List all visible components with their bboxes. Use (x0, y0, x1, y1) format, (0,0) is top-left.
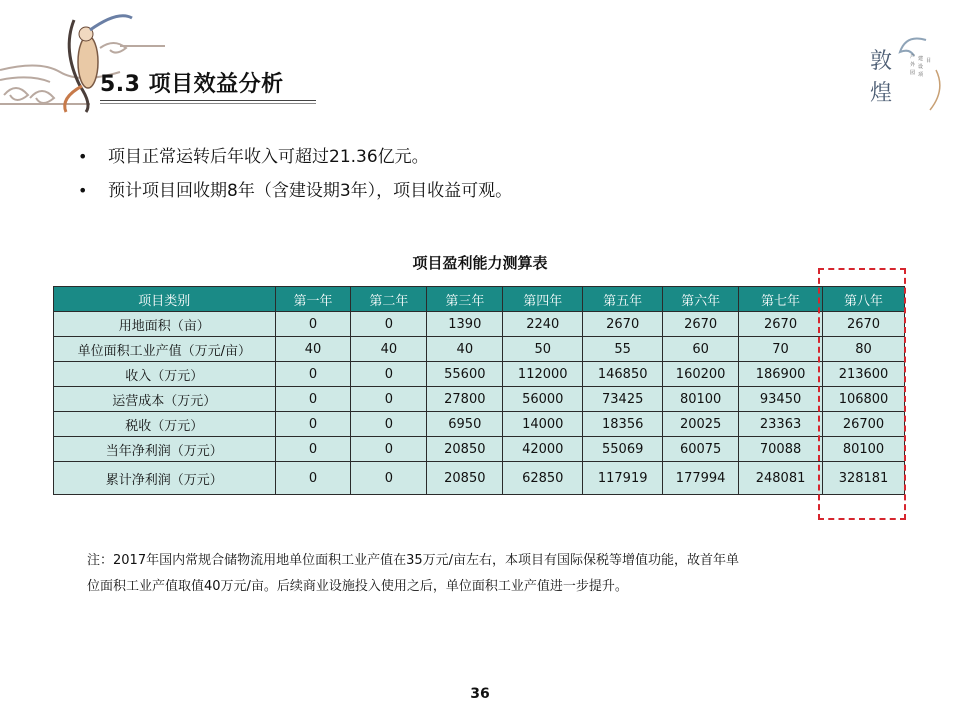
table-cell: 328181 (823, 462, 905, 495)
table-cell: 40 (351, 337, 427, 362)
table-cell: 14000 (503, 412, 583, 437)
footnote (87, 548, 887, 600)
svg-text:敦: 敦 (870, 49, 893, 74)
table-header-row (54, 287, 905, 312)
table-cell: 1390 (427, 312, 503, 337)
table-cell: 0 (351, 437, 427, 462)
table-cell: 6950 (427, 412, 503, 437)
column-header: 项目类别 (54, 287, 276, 312)
row-label: 累计净利润（万元） (54, 462, 276, 495)
bullet-list (78, 140, 512, 208)
column-header: 第八年 (823, 287, 905, 312)
table-cell: 248081 (739, 462, 823, 495)
table-cell: 70 (739, 337, 823, 362)
table-cell: 0 (275, 412, 351, 437)
table-cell: 80 (823, 337, 905, 362)
table-cell: 186900 (739, 362, 823, 387)
column-header: 第六年 (663, 287, 739, 312)
table-cell: 0 (351, 362, 427, 387)
table-cell: 50 (503, 337, 583, 362)
table-cell: 93450 (739, 387, 823, 412)
decorative-cloud-figure-icon (0, 0, 170, 120)
row-label: 运营成本（万元） (54, 387, 276, 412)
table-row (54, 387, 905, 412)
column-header: 第五年 (583, 287, 663, 312)
table-cell: 55 (583, 337, 663, 362)
table-cell: 60 (663, 337, 739, 362)
table-cell: 40 (275, 337, 351, 362)
column-header: 第一年 (275, 287, 351, 312)
bullet-dot-icon: • (78, 181, 88, 200)
logo-swirl-icon (866, 30, 946, 130)
table-cell: 146850 (583, 362, 663, 387)
bullet-dot-icon: • (78, 147, 88, 166)
table-cell: 2670 (663, 312, 739, 337)
table-cell: 20025 (663, 412, 739, 437)
table-cell: 27800 (427, 387, 503, 412)
table-cell: 62850 (503, 462, 583, 495)
table-cell: 0 (351, 412, 427, 437)
svg-text:项: 项 (918, 72, 924, 78)
row-label: 税收（万元） (54, 412, 276, 437)
table-row (54, 437, 905, 462)
table-cell: 23363 (739, 412, 823, 437)
page-title-text: 5.3 项目效益分析 (100, 72, 284, 97)
table-cell: 42000 (503, 437, 583, 462)
bullet-text: 项目正常运转后年收入可超过21.36亿元。 (108, 147, 429, 167)
table-cell: 0 (275, 312, 351, 337)
highlight-dashed-box (818, 268, 906, 520)
column-header: 第三年 (427, 287, 503, 312)
table-cell: 2240 (503, 312, 583, 337)
row-label: 收入（万元） (54, 362, 276, 387)
table-cell: 0 (351, 462, 427, 495)
table-cell: 55069 (583, 437, 663, 462)
table-row (54, 362, 905, 387)
row-label: 当年净利润（万元） (54, 437, 276, 462)
dunhuang-logo (866, 30, 946, 130)
table-title: 项目盈利能力测算表 (412, 254, 548, 272)
column-header: 第四年 (503, 287, 583, 312)
page-number: 36 (470, 686, 490, 702)
table-cell: 2670 (823, 312, 905, 337)
svg-text:煌: 煌 (870, 81, 893, 106)
table-cell: 20850 (427, 462, 503, 495)
column-header: 第二年 (351, 287, 427, 312)
table-cell: 0 (275, 387, 351, 412)
svg-text:户: 户 (910, 54, 916, 60)
profit-table (53, 286, 905, 495)
table-cell: 73425 (583, 387, 663, 412)
table-cell: 0 (351, 387, 427, 412)
row-label: 用地面积（亩） (54, 312, 276, 337)
table-cell: 80100 (823, 437, 905, 462)
table-cell: 0 (275, 437, 351, 462)
page-title (100, 62, 284, 102)
table-cell: 2670 (739, 312, 823, 337)
table-cell: 18356 (583, 412, 663, 437)
bullet-item (78, 140, 512, 174)
column-header: 第七年 (739, 287, 823, 312)
bullet-item (78, 174, 512, 208)
title-underline-secondary (100, 103, 316, 104)
table-cell: 213600 (823, 362, 905, 387)
footnote-line: 位面积工业产值取值40万元/亩。后续商业设施投入使用之后，单位面积工业产值进一步提升。 (87, 579, 628, 594)
table-cell: 80100 (663, 387, 739, 412)
table-row (54, 337, 905, 362)
table-cell: 160200 (663, 362, 739, 387)
table-cell: 0 (275, 462, 351, 495)
title-underline (100, 100, 316, 101)
bullet-text: 预计项目回收期8年（含建设期3年），项目收益可观。 (108, 181, 513, 201)
table-cell: 60075 (663, 437, 739, 462)
svg-text:设: 设 (918, 64, 924, 70)
table-cell: 20850 (427, 437, 503, 462)
table-cell: 0 (275, 362, 351, 387)
svg-text:园: 园 (910, 70, 916, 76)
table-cell: 0 (351, 312, 427, 337)
table-cell: 117919 (583, 462, 663, 495)
table-cell: 70088 (739, 437, 823, 462)
table-cell: 106800 (823, 387, 905, 412)
table-cell: 177994 (663, 462, 739, 495)
svg-text:外: 外 (910, 62, 916, 68)
table-cell: 56000 (503, 387, 583, 412)
table-cell: 112000 (503, 362, 583, 387)
table-row (54, 462, 905, 495)
table-row (54, 312, 905, 337)
table-cell: 26700 (823, 412, 905, 437)
svg-text:建: 建 (918, 56, 924, 62)
footnote-line: 注：2017年国内常规合储物流用地单位面积工业产值在35万元/亩左右，本项目有国际保税等增值功能，故首年单 (87, 553, 740, 568)
table-cell: 2670 (583, 312, 663, 337)
row-label: 单位面积工业产值（万元/亩） (54, 337, 276, 362)
svg-text:目: 目 (926, 58, 932, 64)
table-cell: 55600 (427, 362, 503, 387)
table-cell: 40 (427, 337, 503, 362)
table-row (54, 412, 905, 437)
